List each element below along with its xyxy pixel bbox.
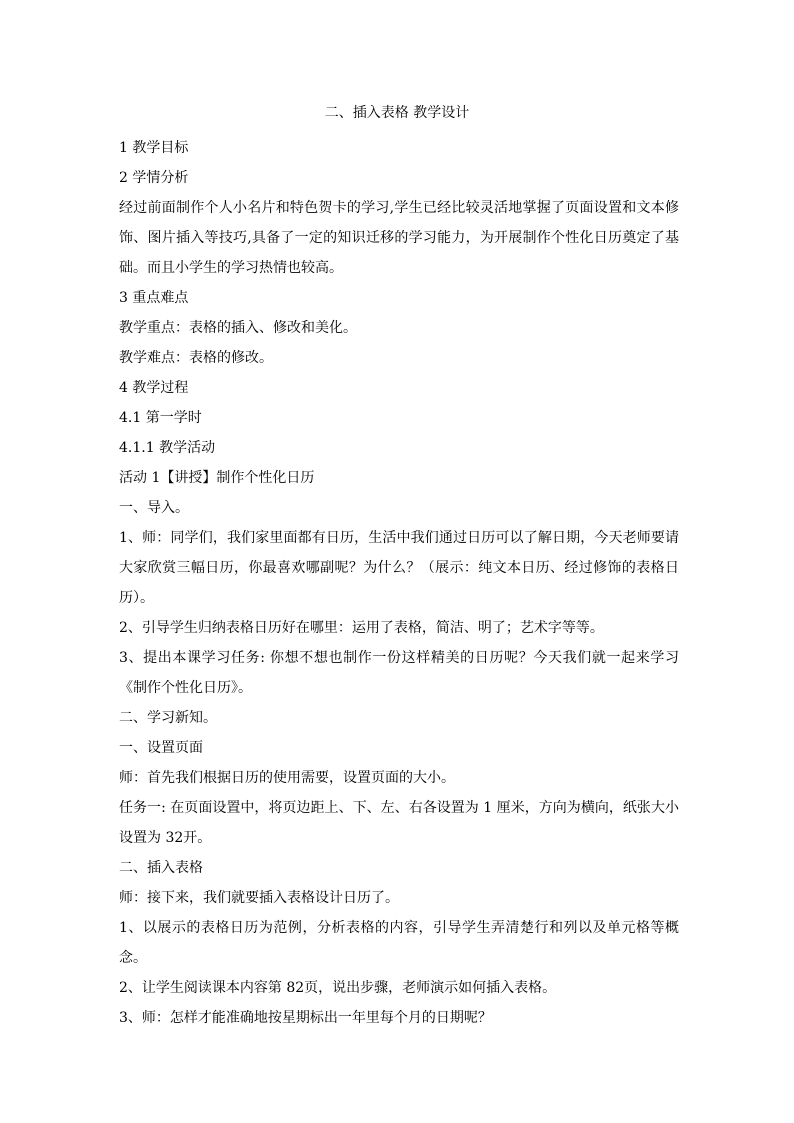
heading-first-lesson: 4.1 第一学时	[119, 410, 202, 426]
document-title: 二、插入表格 教学设计	[324, 105, 470, 121]
paragraph-table-step-1: 1、以展示的表格日历为范例，分析表格的内容，引导学生弄清楚行和列以及单元格等概念。	[119, 920, 679, 966]
paragraph-insert-table: 师：接下来，我们就要插入表格设计日历了。	[119, 890, 399, 906]
paragraph-table-step-3: 3、师：怎样才能准确地按星期标出一年里每个月的日期呢？	[119, 1010, 492, 1026]
heading-key-difficulties: 3 重点难点	[119, 290, 189, 306]
heading-teaching-activity: 4.1.1 教学活动	[119, 440, 216, 456]
heading-activity-1: 活动 1【讲授】制作个性化日历	[119, 470, 315, 486]
heading-learning-analysis: 2 学情分析	[119, 170, 189, 186]
paragraph-key-points: 教学重点：表格的插入、修改和美化。	[119, 320, 357, 336]
paragraph-learning-analysis: 经过前面制作个人小名片和特色贺卡的学习,学生已经比较灵活地掌握了页面设置和文本修饰、图片插入等技巧,具备了一定的知识迁移的学习能力，为开展制作个性化日历奠定了基础。而且小学生的学习热情也较高。	[119, 200, 679, 276]
paragraph-page-setup: 师：首先我们根据日历的使用需要，设置页面的大小。	[119, 770, 455, 786]
document-body	[119, 133, 679, 1033]
paragraph-intro-2: 2、引导学生归纳表格日历好在哪里：运用了表格，简洁、明了；艺术字等等。	[119, 620, 604, 636]
heading-insert-table: 二、插入表格	[119, 860, 203, 876]
heading-introduction: 一、导入。	[119, 500, 189, 516]
heading-teaching-process: 4 教学过程	[119, 380, 189, 396]
heading-page-setup: 一、设置页面	[119, 740, 203, 756]
paragraph-task-1: 任务一: 在页面设置中，将页边距上、下、左、右各设置为 1 厘米，方向为横向，纸张大小设置为 32开。	[119, 800, 679, 846]
heading-teaching-goals: 1 教学目标	[119, 140, 189, 156]
paragraph-intro-3: 3、提出本课学习任务: 你想不想也制作一份这样精美的日历呢？今天我们就一起来学习《制作个性化日历》。	[119, 650, 679, 696]
paragraph-difficulties: 教学难点：表格的修改。	[119, 350, 273, 366]
heading-new-knowledge: 二、学习新知。	[119, 710, 217, 726]
paragraph-intro-1: 1、师：同学们，我们家里面都有日历，生活中我们通过日历可以了解日期，今天老师要请大家欣赏三幅日历，你最喜欢哪副呢？为什么？（展示：纯文本日历、经过修饰的表格日历）。	[119, 530, 679, 606]
paragraph-table-step-2: 2、让学生阅读课本内容第 82页，说出步骤，老师演示如何插入表格。	[119, 980, 557, 996]
